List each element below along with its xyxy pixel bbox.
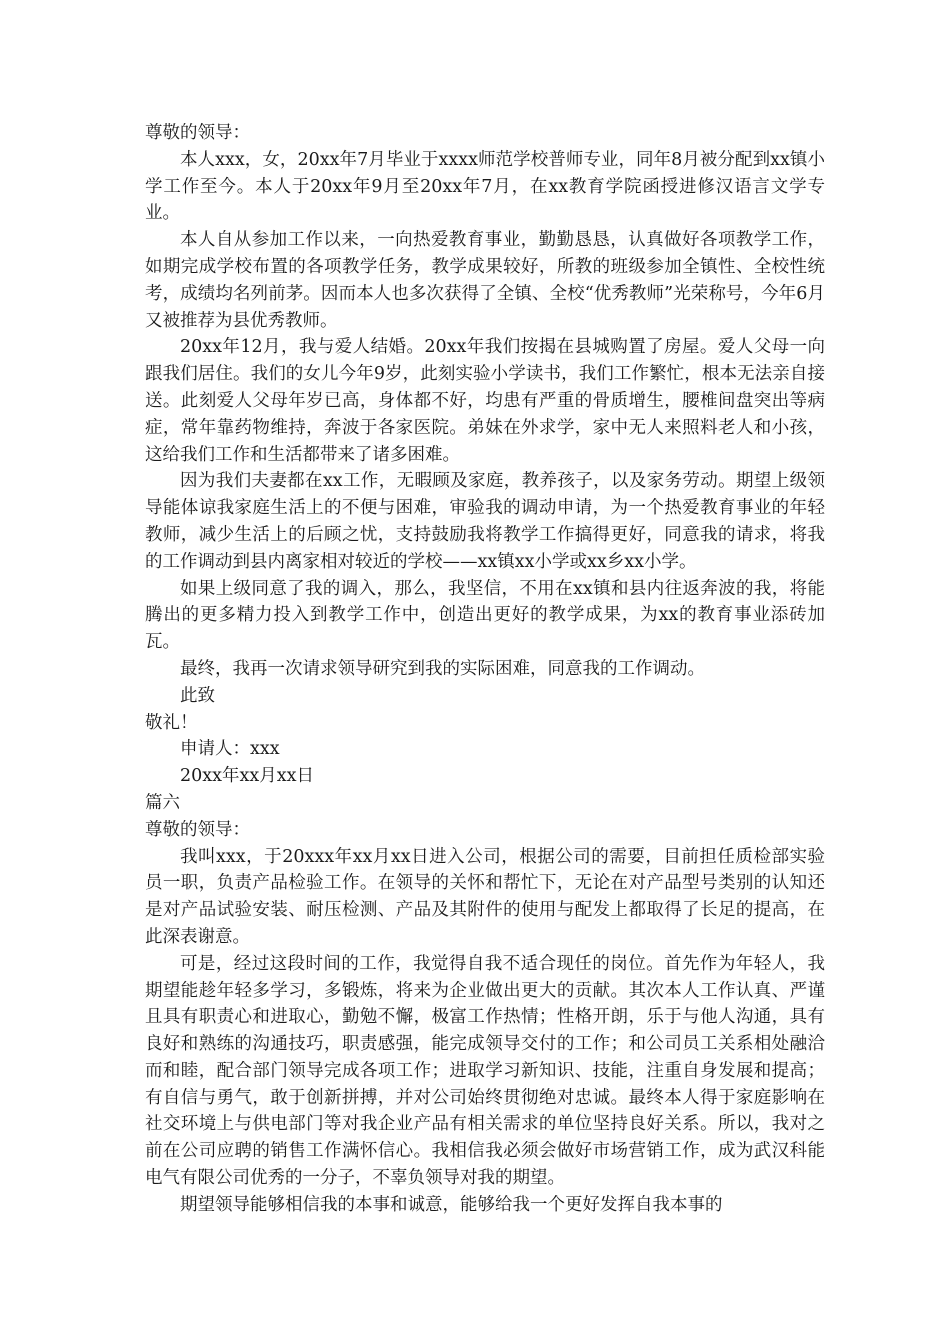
paragraph: 如果上级同意了我的调入，那么，我坚信，不用在xx镇和县内往返奔波的我，将能腾出的更多精力投入到教学工作中，创造出更好的教学成果，为xx的教育事业添砖加瓦。: [145, 578, 825, 653]
paragraph: 因为我们夫妻都在xx工作，无暇顾及家庭，教养孩子，以及家务劳动。期望上级领导能体谅我家庭生活上的不便与困难，审验我的调动申请，为一个热爱教育事业的年轻教师，减少生活上的后顾之忧，支持鼓励我将教学工作搞得更好，同意我的请求，将我的工作调动到县内离家相对较近的学校——xx镇xx小学或xx乡xx小学。: [145, 471, 825, 572]
salutation: 尊敬的领导：: [145, 819, 250, 840]
applicant-line: 申请人：xxx: [180, 739, 280, 760]
closing-salute: 敬礼！: [145, 712, 198, 733]
paragraph: 最终，我再一次请求领导研究到我的实际困难，同意我的工作调动。: [180, 658, 705, 679]
paragraph: 可是，经过这段时间的工作，我觉得自我不适合现任的岗位。首先作为年轻人，我期望能趁年轻多学习，多锻炼，将来为企业做出更大的贡献。其次本人工作认真、严谨且具有职责心和进取心，勤勉不懈，极富工作热情；性格开朗，乐于与他人沟通，具有良好和熟练的沟通技巧，职责感强，能完成领导交付的工作；和公司员工关系相处融洽而和睦，配合部门领导完成各项工作；进取学习新知识、技能，注重自身发展和提高；有自信与勇气，敢于创新拼搏，并对公司始终贯彻绝对忠诚。最终本人得于家庭影响在社交环境上与供电部门等对我企业产品有相关需求的单位坚持良好关系。所以，我对之前在公司应聘的销售工作满怀信心。我相信我必须会做好市场营销工作，成为武汉科能电气有限公司优秀的一分子，不辜负领导对我的期望。: [145, 953, 825, 1189]
date-line: 20xx年xx月xx日: [180, 766, 314, 787]
paragraph: 我叫xxx，于20xxx年xx月xx日进入公司，根据公司的需要，目前担任质检部实验员一职，负责产品检验工作。在领导的关怀和帮忙下，无论在对产品型号类别的认知还是对产品试验安装、耐压检测、产品及其附件的使用与配发上都取得了长足的提高，在此深表谢意。: [145, 846, 825, 947]
paragraph: 20xx年12月，我与爱人结婚。20xx年我们按揭在县城购置了房屋。爱人父母一向跟我们居住。我们的女儿今年9岁，此刻实验小学读书，我们工作繁忙，根本无法亲自接送。此刻爱人父母年岁已高，身体都不好，均患有严重的骨质增生，腰椎间盘突出等病症，常年靠药物维持，奔波于各家医院。弟妹在外求学，家中无人来照料老人和小孩，这给我们工作和生活都带来了诸多困难。: [145, 337, 825, 465]
document-page: [145, 120, 825, 1219]
section-heading: 篇六: [145, 792, 180, 813]
closing-line: 此致: [180, 685, 215, 706]
paragraph: 本人xxx，女，20xx年7月毕业于xxxx师范学校普师专业，同年8月被分配到xx镇小学工作至今。本人于20xx年9月至20xx年7月，在xx教育学院函授进修汉语言文学专业。: [145, 149, 825, 224]
salutation: 尊敬的领导：: [145, 123, 250, 143]
paragraph: 本人自从参加工作以来，一向热爱教育事业，勤勤恳恳，认真做好各项教学工作，如期完成学校布置的各项教学任务，教学成果较好，所教的班级参加全镇性、全校性统考，成绩均名列前茅。因而本人也多次获得了全镇、全校“优秀教师”光荣称号，今年6月又被推荐为县优秀教师。: [145, 230, 825, 331]
paragraph: 期望领导能够相信我的本事和诚意，能够给我一个更好发挥自我本事的: [180, 1194, 723, 1215]
